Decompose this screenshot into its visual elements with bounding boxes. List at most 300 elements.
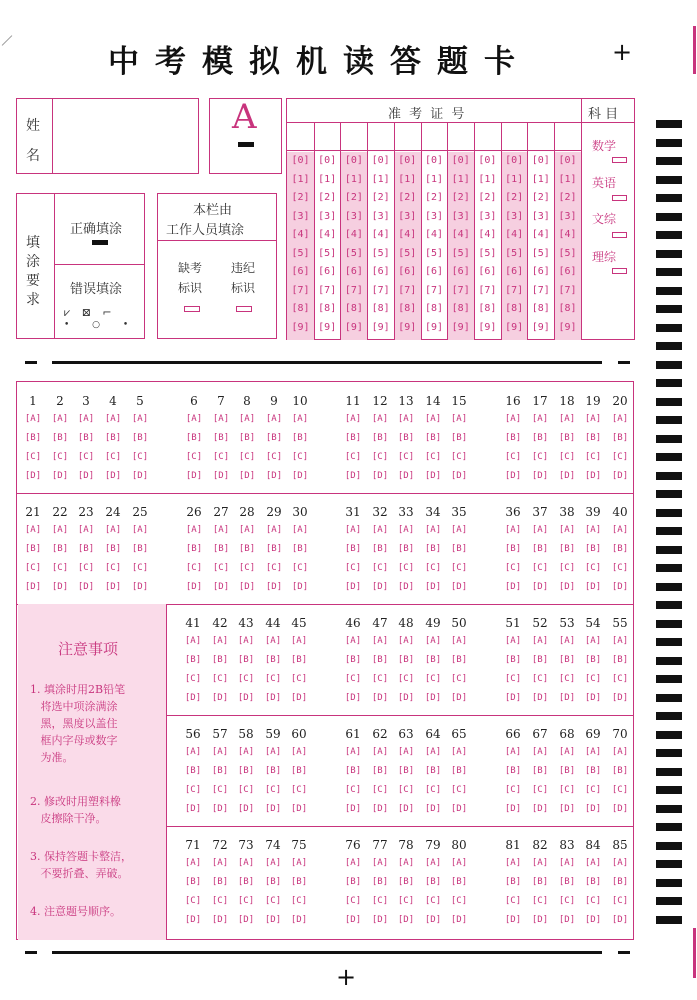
option-bubble[interactable]: [C] [184, 785, 202, 795]
exam-id-bubble[interactable]: [2] [531, 192, 550, 203]
exam-id-bubble[interactable]: [7] [318, 284, 337, 296]
option-bubble[interactable]: [D] [584, 693, 602, 703]
option-bubble[interactable]: [D] [291, 582, 309, 592]
option-bubble[interactable]: [A] [424, 414, 442, 424]
option-bubble[interactable]: [B] [264, 655, 282, 665]
exam-id-bubble[interactable]: [0] [505, 155, 524, 166]
option-bubble[interactable]: [A] [77, 414, 95, 424]
exam-id-bubble[interactable]: [9] [291, 321, 310, 333]
exam-id-digit-box[interactable] [343, 127, 364, 146]
option-bubble[interactable]: [C] [504, 674, 522, 684]
exam-id-digit-box[interactable] [370, 127, 391, 146]
option-bubble[interactable]: [C] [450, 896, 468, 906]
option-bubble[interactable]: [A] [371, 414, 389, 424]
option-bubble[interactable]: [B] [51, 433, 69, 443]
option-bubble[interactable]: [B] [558, 433, 576, 443]
option-bubble[interactable]: [C] [424, 563, 442, 573]
option-bubble[interactable]: [B] [371, 433, 389, 443]
exam-id-bubble[interactable]: [8] [398, 303, 417, 314]
option-bubble[interactable]: [A] [531, 747, 549, 757]
exam-id-bubble[interactable]: [1] [451, 173, 470, 185]
option-bubble[interactable]: [D] [531, 582, 549, 592]
option-bubble[interactable]: [C] [558, 674, 576, 684]
option-bubble[interactable]: [D] [424, 582, 442, 592]
option-bubble[interactable]: [A] [264, 636, 282, 646]
option-bubble[interactable]: [B] [424, 655, 442, 665]
exam-id-bubble[interactable]: [6] [531, 266, 550, 277]
exam-id-bubble[interactable]: [4] [558, 229, 577, 240]
option-bubble[interactable]: [D] [531, 471, 549, 481]
option-bubble[interactable]: [D] [558, 582, 576, 592]
option-bubble[interactable]: [B] [211, 877, 229, 887]
option-bubble[interactable]: [D] [584, 804, 602, 814]
option-bubble[interactable]: [A] [504, 858, 522, 868]
exam-id-bubble[interactable]: [1] [478, 173, 497, 185]
exam-id-bubble[interactable]: [0] [424, 155, 444, 166]
option-bubble[interactable]: [A] [131, 525, 149, 535]
option-bubble[interactable]: [B] [104, 544, 122, 554]
option-bubble[interactable]: [A] [611, 636, 629, 646]
option-bubble[interactable]: [C] [424, 452, 442, 462]
exam-id-bubble[interactable]: [5] [318, 247, 337, 259]
option-bubble[interactable]: [D] [424, 471, 442, 481]
option-bubble[interactable]: [A] [584, 858, 602, 868]
option-bubble[interactable]: [A] [371, 747, 389, 757]
option-bubble[interactable]: [B] [611, 544, 629, 554]
option-bubble[interactable]: [A] [424, 636, 442, 646]
option-bubble[interactable]: [C] [504, 452, 522, 462]
exam-id-bubble[interactable]: [6] [505, 266, 524, 277]
exam-id-bubble[interactable]: [6] [371, 266, 390, 277]
option-bubble[interactable]: [D] [184, 693, 202, 703]
option-bubble[interactable]: [D] [611, 804, 629, 814]
option-bubble[interactable]: [C] [611, 674, 629, 684]
exam-id-bubble[interactable]: [8] [505, 303, 524, 314]
exam-id-bubble[interactable]: [8] [291, 303, 310, 314]
option-bubble[interactable]: [D] [264, 915, 282, 925]
exam-id-bubble[interactable]: [6] [558, 266, 577, 277]
option-bubble[interactable]: [A] [185, 414, 203, 424]
option-bubble[interactable]: [D] [504, 804, 522, 814]
exam-id-digit-box[interactable] [504, 127, 525, 146]
option-bubble[interactable]: [C] [450, 785, 468, 795]
exam-id-bubble[interactable]: [1] [371, 173, 390, 185]
option-bubble[interactable]: [C] [531, 452, 549, 462]
option-bubble[interactable]: [A] [184, 636, 202, 646]
exam-id-bubble[interactable]: [4] [291, 229, 310, 240]
exam-id-bubble[interactable]: [6] [344, 266, 363, 277]
exam-id-bubble[interactable]: [9] [451, 321, 470, 333]
option-bubble[interactable]: [D] [450, 471, 468, 481]
option-bubble[interactable]: [D] [504, 582, 522, 592]
exam-id-bubble[interactable]: [0] [318, 155, 337, 166]
option-bubble[interactable]: [A] [185, 525, 203, 535]
exam-id-bubble[interactable]: [0] [531, 155, 550, 166]
option-bubble[interactable]: [C] [584, 785, 602, 795]
option-bubble[interactable]: [C] [237, 674, 255, 684]
option-bubble[interactable]: [C] [211, 674, 229, 684]
option-bubble[interactable]: [C] [290, 785, 308, 795]
option-bubble[interactable]: [A] [211, 858, 229, 868]
option-bubble[interactable]: [D] [290, 915, 308, 925]
option-bubble[interactable]: [D] [397, 582, 415, 592]
option-bubble[interactable]: [C] [371, 896, 389, 906]
option-bubble[interactable]: [A] [397, 414, 415, 424]
option-bubble[interactable]: [B] [584, 433, 602, 443]
option-bubble[interactable]: [D] [265, 471, 283, 481]
option-bubble[interactable]: [A] [371, 858, 389, 868]
subject-science-bubble[interactable] [612, 268, 627, 274]
option-bubble[interactable]: [D] [77, 582, 95, 592]
option-bubble[interactable]: [C] [611, 563, 629, 573]
option-bubble[interactable]: [B] [531, 544, 549, 554]
exam-id-bubble[interactable]: [2] [398, 192, 417, 203]
option-bubble[interactable]: [B] [344, 655, 362, 665]
exam-id-bubble[interactable]: [4] [531, 229, 550, 240]
option-bubble[interactable]: [B] [558, 544, 576, 554]
option-bubble[interactable]: [C] [290, 674, 308, 684]
option-bubble[interactable]: [A] [558, 525, 576, 535]
exam-id-digit-box[interactable] [557, 127, 578, 146]
option-bubble[interactable]: [C] [237, 896, 255, 906]
option-bubble[interactable]: [A] [237, 636, 255, 646]
exam-id-bubble[interactable]: [6] [318, 266, 337, 277]
exam-id-bubble[interactable]: [1] [318, 173, 337, 185]
exam-id-bubble[interactable]: [6] [451, 266, 470, 277]
option-bubble[interactable]: [B] [397, 655, 415, 665]
option-bubble[interactable]: [C] [424, 896, 442, 906]
option-bubble[interactable]: [D] [558, 804, 576, 814]
option-bubble[interactable]: [B] [238, 433, 256, 443]
option-bubble[interactable]: [D] [371, 804, 389, 814]
exam-id-bubble[interactable]: [8] [478, 303, 497, 314]
option-bubble[interactable]: [D] [531, 915, 549, 925]
option-bubble[interactable]: [C] [184, 896, 202, 906]
exam-id-bubble[interactable]: [9] [344, 321, 363, 333]
option-bubble[interactable]: [C] [264, 674, 282, 684]
option-bubble[interactable]: [B] [397, 877, 415, 887]
option-bubble[interactable]: [C] [371, 785, 389, 795]
exam-id-bubble[interactable]: [2] [424, 192, 444, 203]
option-bubble[interactable]: [B] [238, 544, 256, 554]
option-bubble[interactable]: [A] [504, 525, 522, 535]
option-bubble[interactable]: [D] [450, 804, 468, 814]
option-bubble[interactable]: [D] [611, 471, 629, 481]
subject-liberal-arts-bubble[interactable] [612, 232, 627, 238]
subject-math-bubble[interactable] [612, 157, 627, 163]
option-bubble[interactable]: [A] [611, 525, 629, 535]
option-bubble[interactable]: [A] [104, 525, 122, 535]
option-bubble[interactable]: [A] [531, 858, 549, 868]
option-bubble[interactable]: [B] [265, 544, 283, 554]
option-bubble[interactable]: [C] [290, 896, 308, 906]
exam-id-bubble[interactable]: [3] [424, 210, 444, 222]
exam-id-bubble[interactable]: [5] [531, 247, 550, 259]
absent-checkbox[interactable] [184, 306, 200, 312]
option-bubble[interactable]: [C] [584, 674, 602, 684]
option-bubble[interactable]: [D] [371, 471, 389, 481]
option-bubble[interactable]: [B] [504, 766, 522, 776]
exam-id-bubble[interactable]: [4] [451, 229, 470, 240]
option-bubble[interactable]: [D] [450, 582, 468, 592]
option-bubble[interactable]: [C] [371, 452, 389, 462]
option-bubble[interactable]: [B] [611, 877, 629, 887]
option-bubble[interactable]: [A] [531, 414, 549, 424]
option-bubble[interactable]: [C] [344, 896, 362, 906]
option-bubble[interactable]: [D] [584, 471, 602, 481]
exam-id-bubble[interactable]: [5] [478, 247, 497, 259]
option-bubble[interactable]: [A] [450, 525, 468, 535]
option-bubble[interactable]: [B] [584, 877, 602, 887]
subject-english-bubble[interactable] [612, 195, 627, 201]
option-bubble[interactable]: [D] [77, 471, 95, 481]
option-bubble[interactable]: [C] [450, 452, 468, 462]
option-bubble[interactable]: [B] [450, 433, 468, 443]
option-bubble[interactable]: [C] [24, 563, 42, 573]
exam-id-digit-box[interactable] [397, 127, 418, 146]
option-bubble[interactable]: [B] [344, 433, 362, 443]
option-bubble[interactable]: [D] [51, 582, 69, 592]
option-bubble[interactable]: [D] [611, 915, 629, 925]
option-bubble[interactable]: [B] [424, 877, 442, 887]
exam-id-bubble[interactable]: [9] [318, 321, 337, 333]
option-bubble[interactable]: [A] [265, 525, 283, 535]
exam-id-bubble[interactable]: [8] [371, 303, 390, 314]
version-mark[interactable] [238, 142, 254, 147]
option-bubble[interactable]: [A] [264, 858, 282, 868]
option-bubble[interactable]: [A] [504, 636, 522, 646]
option-bubble[interactable]: [C] [450, 563, 468, 573]
exam-id-bubble[interactable]: [1] [424, 173, 444, 185]
exam-id-bubble[interactable]: [2] [478, 192, 497, 203]
option-bubble[interactable]: [B] [424, 544, 442, 554]
option-bubble[interactable]: [D] [344, 915, 362, 925]
exam-id-bubble[interactable]: [8] [451, 303, 470, 314]
option-bubble[interactable]: [D] [211, 915, 229, 925]
option-bubble[interactable]: [A] [290, 636, 308, 646]
option-bubble[interactable]: [A] [264, 747, 282, 757]
exam-id-bubble[interactable]: [7] [531, 284, 550, 296]
option-bubble[interactable]: [D] [611, 582, 629, 592]
option-bubble[interactable]: [C] [344, 452, 362, 462]
option-bubble[interactable]: [A] [212, 414, 230, 424]
exam-id-bubble[interactable]: [9] [371, 321, 390, 333]
exam-id-digit-box[interactable] [450, 127, 471, 146]
option-bubble[interactable]: [A] [424, 525, 442, 535]
option-bubble[interactable]: [B] [212, 544, 230, 554]
violation-checkbox[interactable] [236, 306, 252, 312]
option-bubble[interactable]: [D] [290, 693, 308, 703]
option-bubble[interactable]: [B] [51, 544, 69, 554]
exam-id-bubble[interactable]: [0] [371, 155, 390, 166]
option-bubble[interactable]: [B] [371, 877, 389, 887]
exam-id-bubble[interactable]: [3] [398, 210, 417, 222]
exam-id-bubble[interactable]: [4] [398, 229, 417, 240]
exam-id-digit-box[interactable] [424, 127, 445, 146]
option-bubble[interactable]: [C] [450, 674, 468, 684]
option-bubble[interactable]: [A] [611, 414, 629, 424]
option-bubble[interactable]: [C] [504, 785, 522, 795]
option-bubble[interactable]: [B] [531, 877, 549, 887]
option-bubble[interactable]: [B] [185, 433, 203, 443]
option-bubble[interactable]: [A] [344, 525, 362, 535]
option-bubble[interactable]: [A] [397, 747, 415, 757]
option-bubble[interactable]: [B] [611, 655, 629, 665]
option-bubble[interactable]: [D] [397, 915, 415, 925]
option-bubble[interactable]: [D] [371, 915, 389, 925]
option-bubble[interactable]: [B] [531, 766, 549, 776]
option-bubble[interactable]: [A] [531, 525, 549, 535]
option-bubble[interactable]: [B] [24, 433, 42, 443]
option-bubble[interactable]: [B] [371, 766, 389, 776]
exam-id-bubble[interactable]: [8] [424, 303, 444, 314]
exam-id-bubble[interactable]: [7] [344, 284, 363, 296]
exam-id-bubble[interactable]: [3] [478, 210, 497, 222]
option-bubble[interactable]: [C] [104, 452, 122, 462]
option-bubble[interactable]: [A] [211, 747, 229, 757]
exam-id-bubble[interactable]: [2] [291, 192, 310, 203]
option-bubble[interactable]: [D] [531, 804, 549, 814]
exam-id-bubble[interactable]: [7] [398, 284, 417, 296]
option-bubble[interactable]: [D] [264, 804, 282, 814]
option-bubble[interactable]: [A] [584, 525, 602, 535]
exam-id-bubble[interactable]: [4] [371, 229, 390, 240]
option-bubble[interactable]: [C] [558, 563, 576, 573]
option-bubble[interactable]: [C] [531, 785, 549, 795]
option-bubble[interactable]: [A] [424, 858, 442, 868]
option-bubble[interactable]: [B] [424, 433, 442, 443]
option-bubble[interactable]: [B] [264, 766, 282, 776]
exam-id-bubble[interactable]: [3] [344, 210, 363, 222]
option-bubble[interactable]: [A] [450, 414, 468, 424]
option-bubble[interactable]: [C] [397, 785, 415, 795]
option-bubble[interactable]: [D] [371, 693, 389, 703]
exam-id-bubble[interactable]: [7] [505, 284, 524, 296]
option-bubble[interactable]: [B] [424, 766, 442, 776]
option-bubble[interactable]: [B] [77, 433, 95, 443]
option-bubble[interactable]: [B] [371, 655, 389, 665]
option-bubble[interactable]: [A] [77, 525, 95, 535]
option-bubble[interactable]: [D] [424, 693, 442, 703]
option-bubble[interactable]: [B] [184, 766, 202, 776]
option-bubble[interactable]: [B] [450, 766, 468, 776]
option-bubble[interactable]: [A] [558, 858, 576, 868]
option-bubble[interactable]: [D] [558, 471, 576, 481]
option-bubble[interactable]: [C] [185, 452, 203, 462]
option-bubble[interactable]: [A] [237, 858, 255, 868]
option-bubble[interactable]: [C] [77, 563, 95, 573]
option-bubble[interactable]: [B] [211, 766, 229, 776]
option-bubble[interactable]: [C] [424, 785, 442, 795]
option-bubble[interactable]: [B] [344, 544, 362, 554]
option-bubble[interactable]: [C] [184, 674, 202, 684]
exam-id-bubble[interactable]: [7] [371, 284, 390, 296]
option-bubble[interactable]: [C] [51, 563, 69, 573]
option-bubble[interactable]: [B] [290, 877, 308, 887]
option-bubble[interactable]: [B] [504, 433, 522, 443]
option-bubble[interactable]: [C] [611, 896, 629, 906]
option-bubble[interactable]: [D] [397, 693, 415, 703]
exam-id-bubble[interactable]: [7] [478, 284, 497, 296]
option-bubble[interactable]: [B] [291, 544, 309, 554]
option-bubble[interactable]: [D] [185, 582, 203, 592]
option-bubble[interactable]: [A] [450, 747, 468, 757]
exam-id-bubble[interactable]: [0] [291, 155, 310, 166]
option-bubble[interactable]: [B] [504, 877, 522, 887]
option-bubble[interactable]: [D] [450, 693, 468, 703]
option-bubble[interactable]: [B] [584, 655, 602, 665]
option-bubble[interactable]: [A] [584, 747, 602, 757]
option-bubble[interactable]: [C] [424, 674, 442, 684]
option-bubble[interactable]: [A] [397, 636, 415, 646]
option-bubble[interactable]: [B] [504, 544, 522, 554]
option-bubble[interactable]: [D] [371, 582, 389, 592]
exam-id-bubble[interactable]: [8] [531, 303, 550, 314]
option-bubble[interactable]: [B] [558, 877, 576, 887]
option-bubble[interactable]: [D] [397, 471, 415, 481]
option-bubble[interactable]: [A] [212, 525, 230, 535]
option-bubble[interactable]: [B] [504, 655, 522, 665]
option-bubble[interactable]: [C] [558, 785, 576, 795]
option-bubble[interactable]: [D] [504, 471, 522, 481]
option-bubble[interactable]: [B] [211, 655, 229, 665]
exam-id-bubble[interactable]: [1] [398, 173, 417, 185]
option-bubble[interactable]: [C] [238, 452, 256, 462]
exam-id-bubble[interactable]: [3] [558, 210, 577, 222]
option-bubble[interactable]: [B] [104, 433, 122, 443]
option-bubble[interactable]: [C] [51, 452, 69, 462]
option-bubble[interactable]: [A] [504, 414, 522, 424]
option-bubble[interactable]: [B] [397, 544, 415, 554]
exam-id-bubble[interactable]: [1] [291, 173, 310, 185]
option-bubble[interactable]: [C] [264, 896, 282, 906]
option-bubble[interactable]: [A] [611, 747, 629, 757]
option-bubble[interactable]: [C] [237, 785, 255, 795]
option-bubble[interactable]: [B] [290, 766, 308, 776]
exam-id-bubble[interactable]: [5] [558, 247, 577, 259]
exam-id-bubble[interactable]: [8] [558, 303, 577, 314]
exam-id-bubble[interactable]: [3] [531, 210, 550, 222]
option-bubble[interactable]: [A] [450, 636, 468, 646]
exam-id-bubble[interactable]: [1] [344, 173, 363, 185]
option-bubble[interactable]: [D] [611, 693, 629, 703]
option-bubble[interactable]: [A] [24, 525, 42, 535]
option-bubble[interactable]: [D] [265, 582, 283, 592]
exam-id-bubble[interactable]: [5] [344, 247, 363, 259]
option-bubble[interactable]: [B] [24, 544, 42, 554]
option-bubble[interactable]: [A] [584, 414, 602, 424]
exam-id-digit-box[interactable] [477, 127, 498, 146]
exam-id-bubble[interactable]: [9] [398, 321, 417, 333]
exam-id-bubble[interactable]: [9] [531, 321, 550, 333]
exam-id-bubble[interactable]: [4] [478, 229, 497, 240]
option-bubble[interactable]: [A] [291, 525, 309, 535]
option-bubble[interactable]: [B] [558, 766, 576, 776]
option-bubble[interactable]: [C] [212, 452, 230, 462]
option-bubble[interactable]: [A] [344, 858, 362, 868]
exam-id-bubble[interactable]: [2] [371, 192, 390, 203]
option-bubble[interactable]: [D] [344, 804, 362, 814]
option-bubble[interactable]: [B] [237, 877, 255, 887]
option-bubble[interactable]: [D] [584, 915, 602, 925]
option-bubble[interactable]: [C] [397, 674, 415, 684]
exam-id-bubble[interactable]: [5] [398, 247, 417, 259]
option-bubble[interactable]: [D] [424, 915, 442, 925]
option-bubble[interactable]: [A] [344, 414, 362, 424]
exam-id-bubble[interactable]: [0] [398, 155, 417, 166]
option-bubble[interactable]: [D] [237, 804, 255, 814]
option-bubble[interactable]: [B] [344, 766, 362, 776]
